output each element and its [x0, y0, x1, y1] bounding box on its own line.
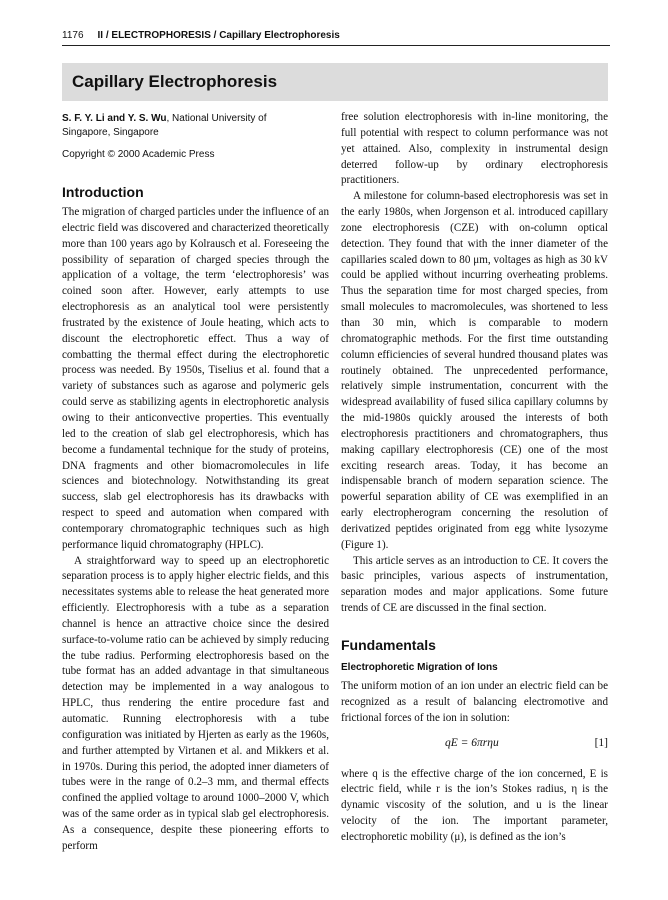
- affiliation-location: Singapore, Singapore: [62, 127, 159, 138]
- section-heading-fundamentals: Fundamentals: [341, 637, 436, 653]
- equation-number: [1]: [594, 736, 608, 749]
- intro-paragraph-4: A milestone for column-based electrophoresis was set in the early 1980s, when Jorgenson et al. introduced capillary zone electrophoresis (CZE) with on-column optical detection. They found that with the inner diameter of the capillaries scaled down to 80 μm, voltages as high as 30 kV could be applied without incurring overheating problems. Thus the separation time for most charged species, from small molecules to macromolecules, was shortened to less than 30 min, which is comparable to modern chromatographic methods. For the first time outstanding column efficiencies of several hundred thousand plates was routinely obtained. The unprecedented performance, relatively simple instrumentation, concurrent with the widespread availability of fused silica capillary columns by the mid-1980s quickly aroused the interests of both electrophoresis practitioners and chromatographers, thus making capillary electrophoresis (CE) one of the most exciting research areas. Today, it has become an indispensable branch of modern separation science. The powerful separation ability of CE was exemplified in an early electropherogram concerning the resolution of derivatized peptides originated from egg white lysozyme (Figure 1).: [341, 190, 608, 551]
- copyright-line: Copyright © 2000 Academic Press: [62, 149, 215, 160]
- right-column: [341, 110, 608, 846]
- left-column: [62, 110, 329, 855]
- intro-paragraph-5: This article serves as an introduction to CE. It covers the basic principles, various aspects of instrumentation, separation modes and major applications. Some future trends of CE are discussed in the final section.: [341, 554, 608, 615]
- article-title: Capillary Electrophoresis: [72, 72, 278, 91]
- title-band: [62, 63, 608, 101]
- page-number: 1176: [62, 30, 84, 41]
- fundamentals-paragraph-1: The uniform motion of an ion under an electric field can be recognized as a result of balancing electromotive and frictional forces of the ion in solution:: [341, 680, 608, 724]
- equation-1: [341, 735, 608, 757]
- section-heading-introduction: Introduction: [62, 184, 144, 200]
- running-head: [62, 30, 610, 41]
- fundamentals-paragraph-2: where q is the effective charge of the ion concerned, E is electric field, while r is the ion’s Stokes radius, η is the dynamic viscosity of the solution, and u is the linear velocity of the ion. The important parameter, electrophoretic mobility (μ), is defined as the ion’s: [341, 767, 608, 843]
- intro-paragraph-2: A straightforward way to speed up an electrophoretic separation process is to apply higher electric fields, and this necessitates systems able to release the heat generated more efficiently. Electrophoresis with a tube as a separation channel is hence an attractive choice since the desired surface-to-volume ratio can be achieved by simply reducing the tube radius. Performing electrophoresis based on the tube format has an added advantage in that simultaneous detection may be implemented in a way analogous to HPLC, thus rendering the entire procedure fast and automatic. Running electrophoresis with a tube configuration was initiated by Hjerten as early as the 1960s, and further attempted by Virtanen et al. and Mikkers et al. in 1970s. During this period, the adopted inner diameters of tubes were in the range of 0.2–3 mm, and thermal effects confined the applied voltage to around 1000–2000 V, which was of the same order as in typical slab gel electrophoresis. As a consequence, despite these pioneering efforts to perform: [62, 554, 329, 852]
- intro-paragraph-3: free solution electrophoresis with in-line monitoring, the full potential with respect to column performance was not yet attained. Also, complexity in instrumental design deterred follow-up by ordinary electrophoresis practitioners.: [341, 111, 608, 187]
- header-rule: [62, 45, 610, 46]
- author-line: [62, 112, 329, 140]
- subsection-heading-migration: Electrophoretic Migration of Ions: [341, 662, 498, 673]
- affiliation: , National University of: [166, 113, 267, 124]
- running-title: II / ELECTROPHORESIS / Capillary Electrophoresis: [97, 30, 340, 41]
- intro-paragraph-1: The migration of charged particles under the influence of an electric field was discovered and characterized theoretically more than 100 years ago by Kolrausch et al. Foreseeing the possibility of separation of charged species through the application of a voltage, the term ‘electrophoresis’ was coined soon after. However, early attempts to use electrophoresis as an analytical tool were persistently frustrated by the existence of Joule heating, which acts to discount the electrophoretic effect. Thus a way of combatting the thermal effect during the electrophoretic process was needed. By 1950s, Tiselius et al. found that a variety of substances such as agarose and polymeric gels could serve as stabilizing agents in electrophoretic analysis owing to their anticonvective properties. This eventually led to the creation of slab gel electrophoresis, which has become a fundamental technique for the study of proteins, DNA fragments and other biomacromolecules in life sciences and biotechnology. Notwithstanding its great success, slab gel electrophoresis has its drawbacks with respect to speed and automation when compared with contemporary chromatographic techniques such as high performance liquid chromatography (HPLC).: [62, 206, 329, 551]
- equation-expression: qE = 6πrηu: [445, 736, 499, 749]
- author-names: S. F. Y. Li and Y. S. Wu: [62, 113, 167, 124]
